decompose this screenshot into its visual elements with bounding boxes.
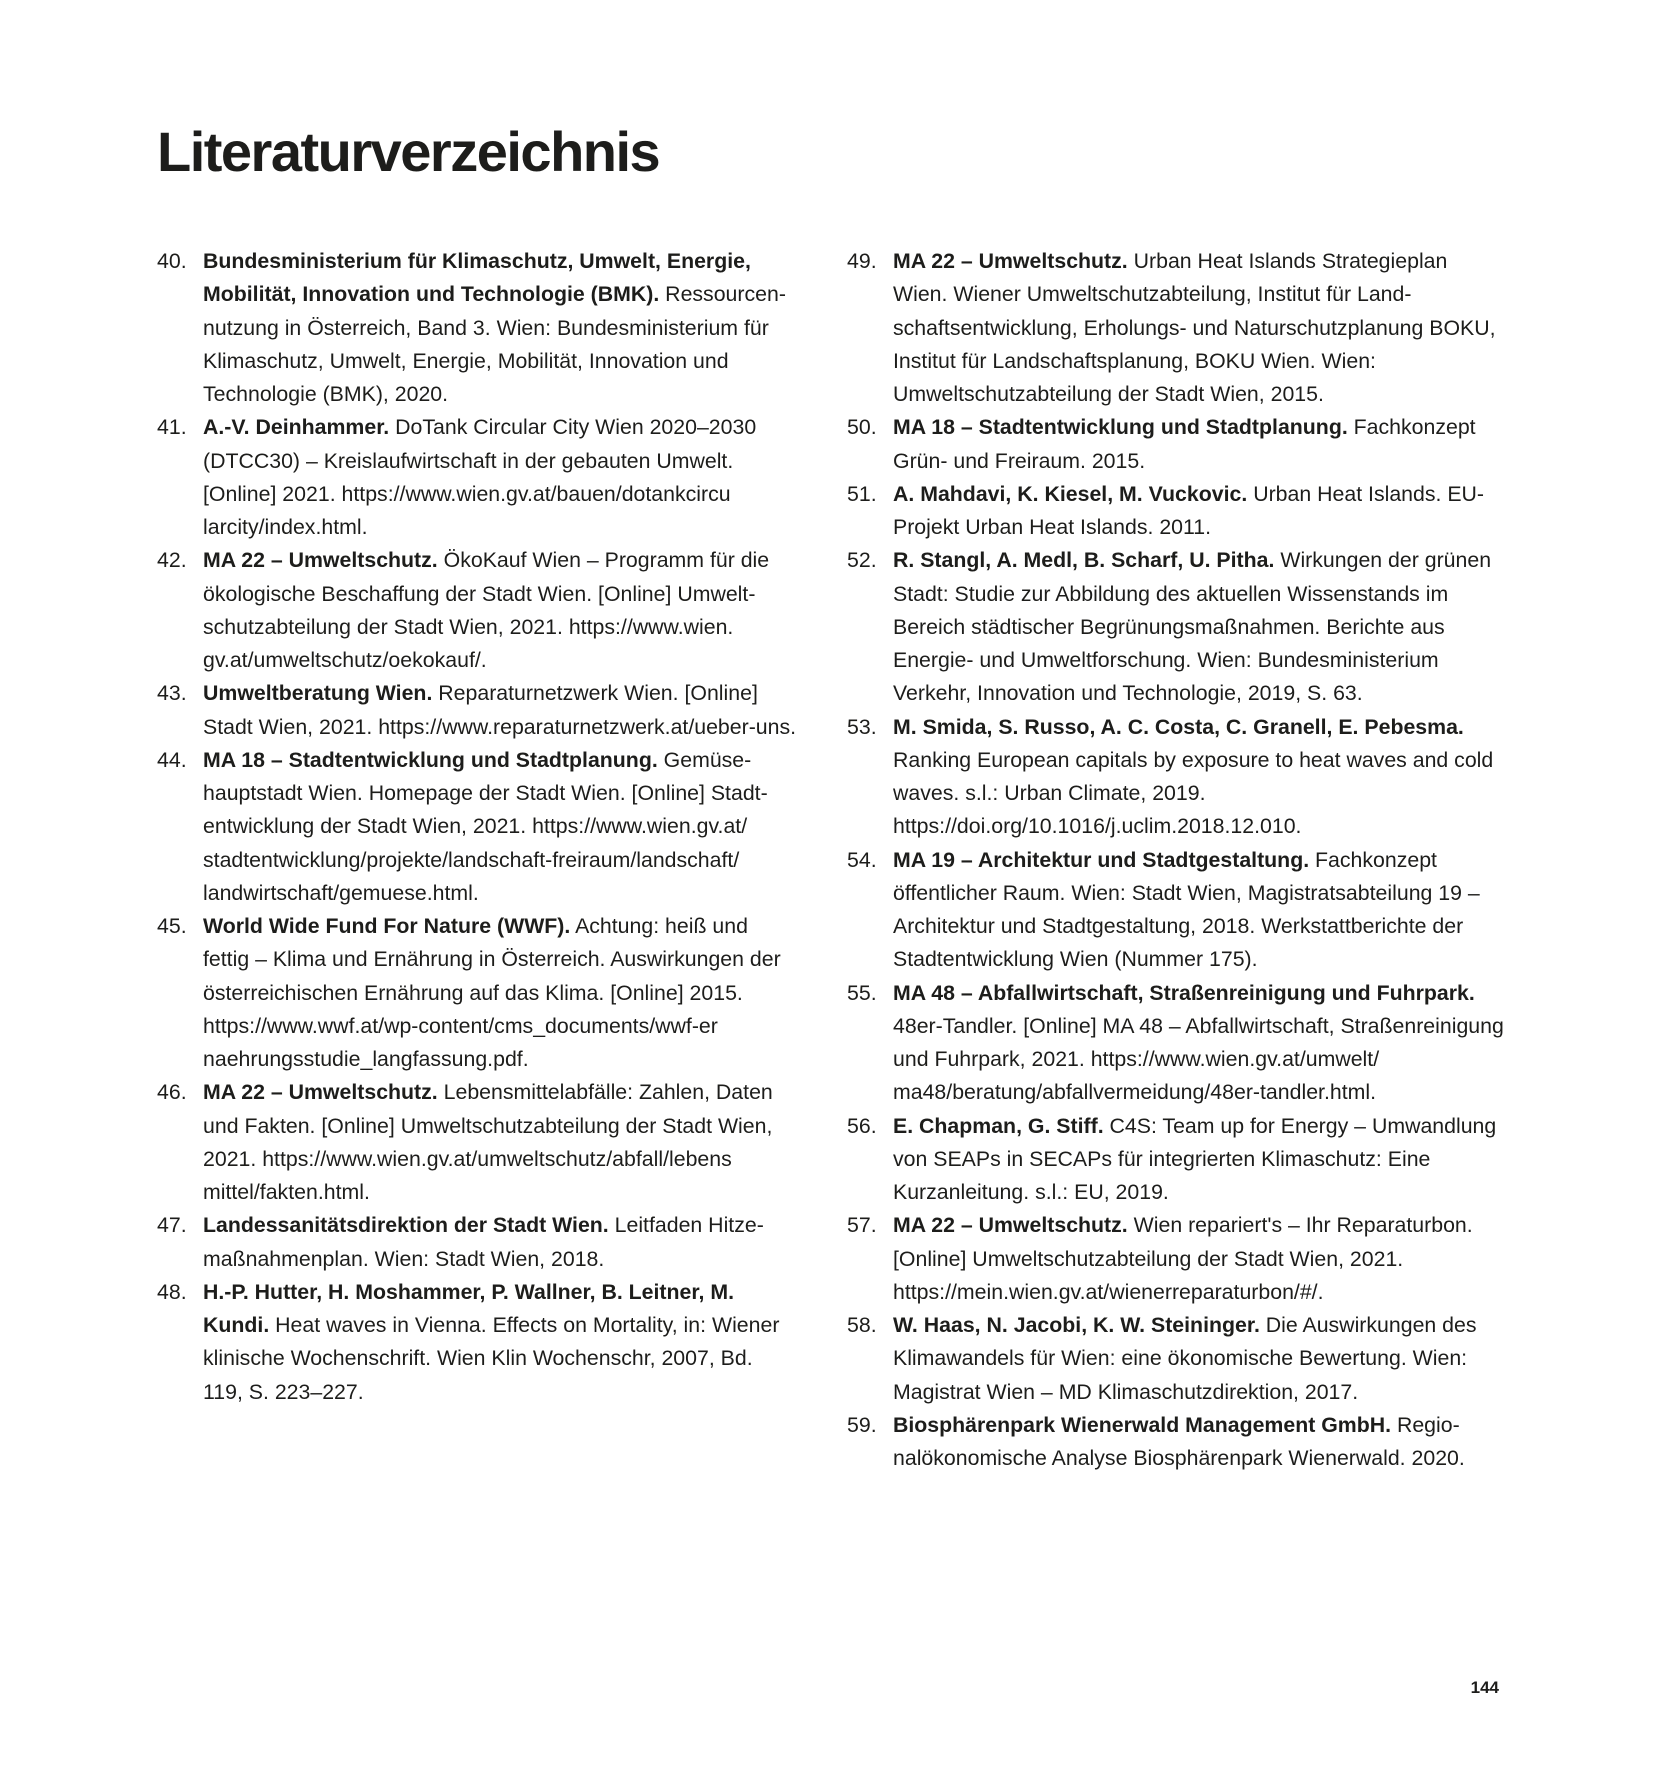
reference-body — [893, 544, 1507, 710]
reference-authors: A. Mahdavi, K. Kiesel, M. Vuckovic. — [893, 481, 1248, 506]
reference-body — [203, 744, 797, 910]
reference-text: Heat waves in Vienna. Effects on Mortality, in: Wiener klinische Wochenschrift. Wien Klin Wochenschr, 2007, Bd. 119, S. 223–227. — [203, 1313, 780, 1404]
reference-body — [203, 1276, 797, 1409]
reference-body — [893, 977, 1507, 1110]
reference-text: Wien repariert's – Ihr Reparaturbon. [Online] Umweltschutzabteilung der Stadt Wien, 2021. https://mein.wien.gv.at/wienerreparaturbon/#/. — [893, 1213, 1473, 1304]
reference-list-left — [157, 245, 797, 1409]
reference-item — [157, 744, 797, 910]
reference-item — [847, 411, 1507, 478]
reference-body — [203, 677, 797, 744]
reference-authors: Biosphärenpark Wienerwald Management GmbH. — [893, 1412, 1392, 1437]
reference-text: Reparaturnetzwerk Wien. [Online] Stadt Wien, 2021. https://www.reparaturnetzwerk.at/ueber-uns. — [203, 681, 797, 739]
reference-authors: MA 22 – Umweltschutz. — [203, 548, 438, 573]
reference-number: 55. — [847, 980, 877, 1005]
reference-body — [893, 1209, 1507, 1309]
reference-number: 41. — [157, 415, 187, 440]
reference-number: 58. — [847, 1313, 877, 1337]
reference-text: ÖkoKauf Wien – Programm für die ökologische Beschaffung der Stadt Wien. [Online] Umweltschutzabteilung der Stadt Wien, 2021. https://www.wien. gv.at/umweltschutz/oekokauf/. — [203, 548, 770, 672]
reference-text: Urban Heat Islands Strategieplan Wien. Wiener Umweltschutzabteilung, Institut für Landschaftsentwicklung, Erholungs- und Naturschutzplanung BOKU, Institut für Landschaftsplanung, BOKU Wien. Wien: Umweltschutzabteilung der Stadt Wien, 2015. — [893, 249, 1496, 406]
reference-number: 57. — [847, 1213, 877, 1238]
reference-number: 47. — [157, 1213, 187, 1238]
reference-number: 52. — [847, 548, 877, 573]
reference-authors: E. Chapman, G. Stiff. — [893, 1113, 1104, 1138]
reference-authors: R. Stangl, A. Medl, B. Scharf, U. Pitha. — [893, 548, 1275, 573]
reference-item — [157, 411, 797, 544]
reference-item — [847, 1309, 1507, 1409]
reference-text: Leitfaden Hitzemaßnahmenplan. Wien: Stadt Wien, 2018. — [203, 1213, 764, 1271]
reference-authors: H.-P. Hutter, H. Moshammer, P. Wallner, B. Leitner, M. Kundi. — [203, 1279, 734, 1337]
reference-text: Fachkonzept öffentlicher Raum. Wien: Stadt Wien, Magistratsabteilung 19 – Architektur und Stadtgestaltung, 2018. Werkstattberichte der Stadtentwicklung Wien (Nummer 175). — [893, 847, 1480, 972]
reference-number: 56. — [847, 1113, 877, 1138]
reference-body — [203, 1209, 797, 1276]
reference-text: Ranking European capitals by exposure to heat waves and cold waves. s.l.: Urban Climate, 2019. https://doi.org/10.1016/j.uclim.2018.12.010. — [893, 747, 1494, 839]
reference-authors: Landessanitätsdirektion der Stadt Wien. — [203, 1213, 609, 1238]
reference-body — [893, 711, 1507, 844]
reference-text: Gemüsehauptstadt Wien. Homepage der Stadt Wien. [Online] Stadtentwicklung der Stadt Wien, 2021. https://www.wien.gv.at/ stadtentwicklung/projekte/landschaft-freiraum/landschaft/ landwirtschaft/gemuese.html. — [203, 747, 768, 905]
reference-item — [847, 1209, 1507, 1309]
reference-item — [847, 1110, 1507, 1210]
reference-text: Regionalökonomische Analyse Biosphärenpark Wienerwald. 2020. — [893, 1412, 1465, 1470]
reference-body — [893, 1309, 1507, 1409]
reference-item — [847, 844, 1507, 977]
reference-text: Fachkonzept Grün- und Freiraum. 2015. — [893, 415, 1476, 473]
reference-body — [893, 1110, 1507, 1210]
reference-body — [893, 411, 1507, 478]
reference-body — [893, 478, 1507, 545]
reference-number: 44. — [157, 747, 187, 772]
reference-item — [157, 677, 797, 744]
reference-text: 48er-Tandler. [Online] MA 48 – Abfallwirtschaft, Straßenreinigung und Fuhrpark, 2021. https://www.wien.gv.at/umwelt/ ma48/beratung/abfallvermeidung/48er-tandler.html. — [893, 1013, 1504, 1105]
reference-number: 40. — [157, 249, 187, 273]
reference-authors: Umweltberatung Wien. — [203, 681, 433, 706]
reference-item — [847, 245, 1507, 411]
page-title: Literaturverzeichnis — [157, 120, 660, 183]
reference-authors: MA 48 – Abfallwirtschaft, Straßenreinigung und Fuhrpark. — [893, 980, 1475, 1005]
reference-item — [847, 478, 1507, 545]
reference-text: Urban Heat Islands. EU-Projekt Urban Heat Islands. 2011. — [893, 481, 1485, 539]
reference-number: 46. — [157, 1080, 187, 1105]
page-number: 144 — [1470, 1678, 1499, 1697]
reference-text: Wirkungen der grünen Stadt: Studie zur Abbildung des aktuellen Wissenstands im Bereich städtischer Begrünungsmaßnahmen. Berichte aus Energie- und Umweltforschung. Wien: Bundesministerium Verkehr, Innovation und Technologie, 2019, S. 63. — [893, 548, 1492, 706]
reference-authors: Bundesministerium für Klimaschutz, Umwelt, Energie, Mobilität, Innovation und Technologie (BMK). — [203, 249, 751, 307]
reference-body — [203, 1076, 797, 1209]
reference-text: Die Auswirkungen des Klimawandels für Wien: eine ökonomische Bewertung. Wien: Magistrat Wien – MD Klimaschutzdirektion, 2017. — [893, 1313, 1477, 1404]
reference-list-right — [847, 245, 1507, 1475]
reference-item — [847, 544, 1507, 710]
reference-authors: W. Haas, N. Jacobi, K. W. Steininger. — [893, 1313, 1260, 1337]
reference-item — [157, 544, 797, 677]
reference-item — [847, 977, 1507, 1110]
reference-body — [893, 1409, 1507, 1476]
reference-number: 53. — [847, 714, 877, 739]
reference-number: 48. — [157, 1279, 187, 1304]
reference-item — [847, 711, 1507, 844]
reference-number: 59. — [847, 1412, 877, 1437]
reference-text: DoTank Circular City Wien 2020–2030 (DTCC30) – Kreislaufwirtschaft in der gebauten Umwelt. [Online] 2021. https://www.wien.gv.at/bauen/dotankcircu larcity/index.html. — [203, 415, 757, 539]
reference-authors: M. Smida, S. Russo, A. C. Costa, C. Granell, E. Pebesma. — [893, 714, 1464, 739]
reference-number: 49. — [847, 249, 877, 273]
reference-body — [203, 245, 797, 411]
reference-body — [893, 245, 1507, 411]
reference-item — [157, 1276, 797, 1409]
reference-body — [203, 910, 797, 1076]
reference-authors: A.-V. Deinhammer. — [203, 415, 390, 440]
reference-number: 42. — [157, 548, 187, 573]
reference-authors: MA 22 – Umweltschutz. — [893, 249, 1128, 273]
reference-authors: MA 18 – Stadtentwicklung und Stadtplanung. — [893, 415, 1348, 440]
reference-authors: MA 18 – Stadtentwicklung und Stadtplanung. — [203, 747, 658, 772]
reference-number: 54. — [847, 847, 877, 872]
reference-authors: MA 22 – Umweltschutz. — [203, 1080, 438, 1105]
reference-body — [203, 544, 797, 677]
reference-text: Achtung: heiß und fettig – Klima und Ernährung in Österreich. Auswirkungen der österreichischen Ernährung auf das Klima. [Online] 2015. https://www.wwf.at/wp-content/cms_documents/wwf-er naehrungsstudie_langfassung.pdf. — [203, 914, 781, 1071]
reference-number: 50. — [847, 415, 877, 440]
reference-text: C4S: Team up for Energy – Umwandlung von SEAPs in SECAPs für integrierten Klimaschutz: Eine Kurzanleitung. s.l.: EU, 2019. — [893, 1113, 1497, 1204]
reference-authors: MA 22 – Umweltschutz. — [893, 1213, 1128, 1238]
reference-item — [847, 1409, 1507, 1476]
reference-authors: World Wide Fund For Nature (WWF). — [203, 914, 571, 938]
reference-text: Lebensmittelabfälle: Zahlen, Daten und Fakten. [Online] Umweltschutzabteilung der Stadt Wien, 2021. https://www.wien.gv.at/umweltschutz/abfall/lebens mittel/fakten.html. — [203, 1080, 773, 1204]
reference-body — [203, 411, 797, 544]
reference-authors: MA 19 – Architektur und Stadtgestaltung. — [893, 847, 1310, 872]
reference-number: 45. — [157, 914, 187, 938]
reference-number: 51. — [847, 481, 877, 506]
reference-item — [157, 245, 797, 411]
reference-item — [157, 1209, 797, 1276]
reference-number: 43. — [157, 681, 187, 706]
reference-text: Ressourcennutzung in Österreich, Band 3. Wien: Bundesministerium für Klimaschutz, Umwelt, Energie, Mobilität, Innovation und Technologie (BMK), 2020. — [203, 282, 786, 406]
reference-item — [157, 1076, 797, 1209]
reference-body — [893, 844, 1507, 977]
reference-item — [157, 910, 797, 1076]
